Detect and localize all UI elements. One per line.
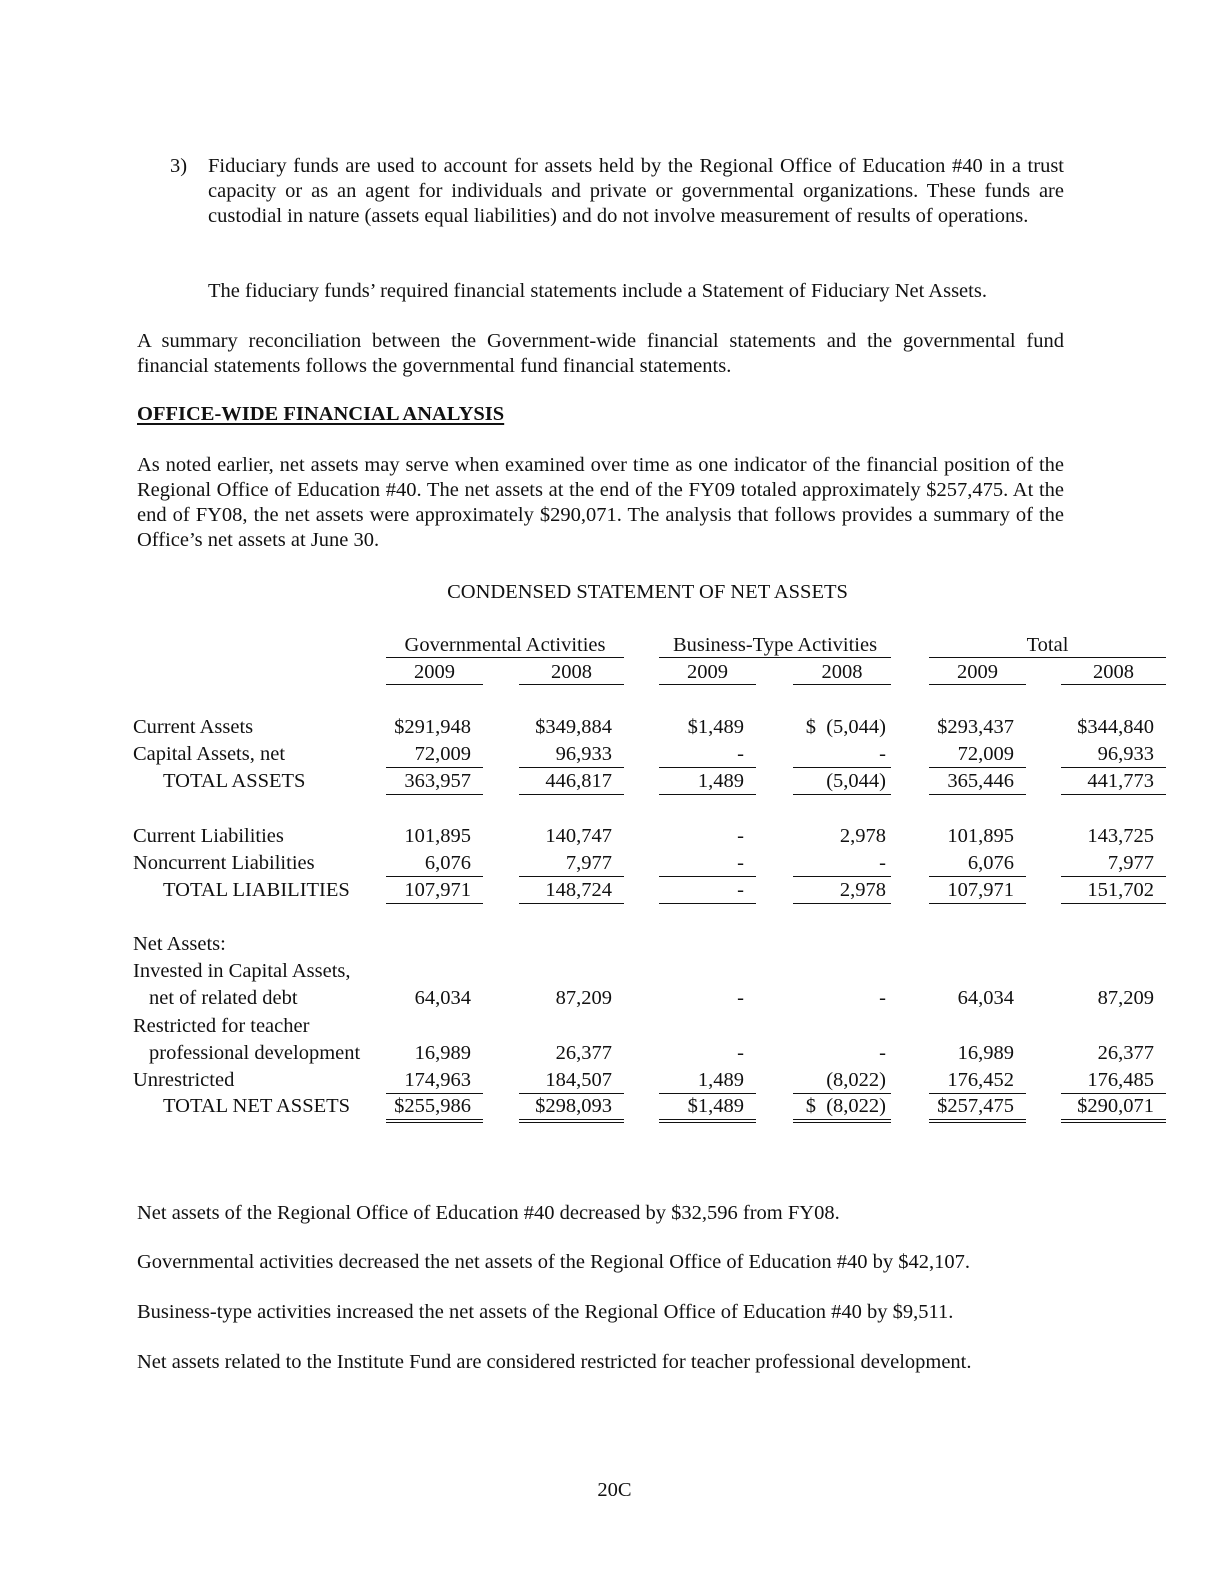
table-cell: - <box>737 1042 744 1064</box>
table-cell: 72,009 <box>929 742 1026 768</box>
table-cell: 446,817 <box>519 769 624 795</box>
table-cell: 7,977 <box>1061 851 1166 877</box>
table-cell: $349,884 <box>535 716 612 738</box>
year-header: 2009 <box>929 661 1026 685</box>
note-institute-fund: Net assets related to the Institute Fund are considered restricted for teacher professional development. <box>137 1351 972 1373</box>
table-cell: $290,071 <box>1061 1094 1166 1123</box>
note-business-type-activities: Business-type activities increased the net assets of the Regional Office of Education #40 by $9,511. <box>137 1301 954 1323</box>
table-cell: (8,022) <box>793 1068 891 1094</box>
table-cell: $ (8,022) <box>793 1094 891 1123</box>
table-cell: 363,957 <box>386 769 483 795</box>
row-label: Noncurrent Liabilities <box>133 852 315 874</box>
table-cell: $298,093 <box>519 1094 624 1123</box>
row-label: TOTAL LIABILITIES <box>163 879 350 901</box>
row-label: TOTAL ASSETS <box>163 770 306 792</box>
table-cell: - <box>879 1042 886 1064</box>
table-cell: - <box>879 987 886 1009</box>
table-cell: 96,933 <box>519 742 624 768</box>
table-cell: $293,437 <box>937 716 1014 738</box>
row-label: Current Assets <box>133 716 254 738</box>
note-net-assets-decrease: Net assets of the Regional Office of Education #40 decreased by $32,596 from FY08. <box>137 1202 840 1224</box>
table-cell: 6,076 <box>929 851 1026 877</box>
table-cell: - <box>793 742 891 768</box>
table-cell: $344,840 <box>1077 716 1154 738</box>
table-cell: 107,971 <box>929 878 1026 904</box>
table-cell: 64,034 <box>957 987 1014 1009</box>
row-label: Unrestricted <box>133 1069 235 1091</box>
row-label: Restricted for teacher <box>133 1015 310 1037</box>
table-cell: 26,377 <box>555 1042 612 1064</box>
table-cell: 174,963 <box>386 1068 483 1094</box>
table-cell: 365,446 <box>929 769 1026 795</box>
year-header: 2009 <box>386 661 483 685</box>
table-cell: - <box>737 987 744 1009</box>
row-label: net of related debt <box>149 987 298 1009</box>
row-label: professional development <box>149 1042 361 1064</box>
table-cell: 101,895 <box>947 825 1014 847</box>
table-cell: 140,747 <box>545 825 612 847</box>
fiduciary-statements-paragraph: The fiduciary funds’ required financial statements include a Statement of Fiduciary Net Assets. <box>208 280 987 302</box>
table-cell: 184,507 <box>519 1068 624 1094</box>
table-cell: $257,475 <box>929 1094 1026 1123</box>
table-cell: 87,209 <box>1097 987 1154 1009</box>
table-cell: - <box>659 878 756 904</box>
fiduciary-funds-paragraph: Fiduciary funds are used to account for assets held by the Regional Office of Education #40 in a trust capacity or as an agent for individuals and private or governmental organizations. These funds are custodial in nature (assets equal liabilities) and do not involve measurement of results of operations. <box>208 155 1064 227</box>
table-cell: 2,978 <box>839 825 886 847</box>
group-header-business-type: Business-Type Activities <box>659 634 891 658</box>
table-cell: 7,977 <box>519 851 624 877</box>
row-label: Current Liabilities <box>133 825 284 847</box>
group-header-governmental: Governmental Activities <box>386 634 624 658</box>
group-header-total: Total <box>929 634 1166 658</box>
section-heading: OFFICE-WIDE FINANCIAL ANALYSIS <box>137 403 505 425</box>
table-cell: $ (5,044) <box>805 716 886 738</box>
table-cell: 16,989 <box>414 1042 471 1064</box>
table-cell: 64,034 <box>414 987 471 1009</box>
table-cell: - <box>737 825 744 847</box>
note-governmental-activities: Governmental activities decreased the net assets of the Regional Office of Education #40 by $42,107. <box>137 1251 971 1273</box>
table-cell: $255,986 <box>386 1094 483 1123</box>
table-cell: 1,489 <box>659 1068 756 1094</box>
table-cell: 151,702 <box>1061 878 1166 904</box>
table-cell: 6,076 <box>386 851 483 877</box>
page-number: 20C <box>597 1479 632 1501</box>
analysis-paragraph: As noted earlier, net assets may serve when examined over time as one indicator of the financial position of the Regional Office of Education #40. The net assets at the end of the FY09 totaled approximately $257,475. At the end of FY08, the net assets were approximately $290,071. The analysis that follows provides a summary of the Office’s net assets at June 30. <box>137 454 1064 551</box>
row-label: Invested in Capital Assets, <box>133 960 351 982</box>
table-cell: - <box>793 851 891 877</box>
table-cell: 26,377 <box>1097 1042 1154 1064</box>
year-header: 2009 <box>659 661 756 685</box>
statement-title: CONDENSED STATEMENT OF NET ASSETS <box>447 581 848 603</box>
table-cell: 87,209 <box>555 987 612 1009</box>
table-cell: 16,989 <box>957 1042 1014 1064</box>
list-item-number: 3) <box>170 155 188 177</box>
table-cell: $1,489 <box>687 716 744 738</box>
year-header: 2008 <box>519 661 624 685</box>
table-cell: 143,725 <box>1087 825 1154 847</box>
table-cell: 1,489 <box>659 769 756 795</box>
table-cell: 107,971 <box>386 878 483 904</box>
table-cell: 72,009 <box>386 742 483 768</box>
row-label: Capital Assets, net <box>133 743 286 765</box>
table-cell: (5,044) <box>793 769 891 795</box>
table-cell: 96,933 <box>1061 742 1166 768</box>
reconciliation-paragraph: A summary reconciliation between the Government-wide financial statements and the governmental fund financial statements follows the governmental fund financial statements. <box>137 330 1064 377</box>
year-header: 2008 <box>1061 661 1166 685</box>
row-label: Net Assets: <box>133 933 226 955</box>
table-cell: 176,452 <box>929 1068 1026 1094</box>
table-cell: 441,773 <box>1061 769 1166 795</box>
table-cell: 148,724 <box>519 878 624 904</box>
row-label: TOTAL NET ASSETS <box>163 1095 351 1117</box>
table-cell: 101,895 <box>404 825 471 847</box>
table-cell: - <box>659 851 756 877</box>
table-cell: $1,489 <box>659 1094 756 1123</box>
table-cell: 2,978 <box>793 878 891 904</box>
table-cell: 176,485 <box>1061 1068 1166 1094</box>
year-header: 2008 <box>793 661 891 685</box>
table-cell: $291,948 <box>394 716 471 738</box>
table-cell: - <box>659 742 756 768</box>
